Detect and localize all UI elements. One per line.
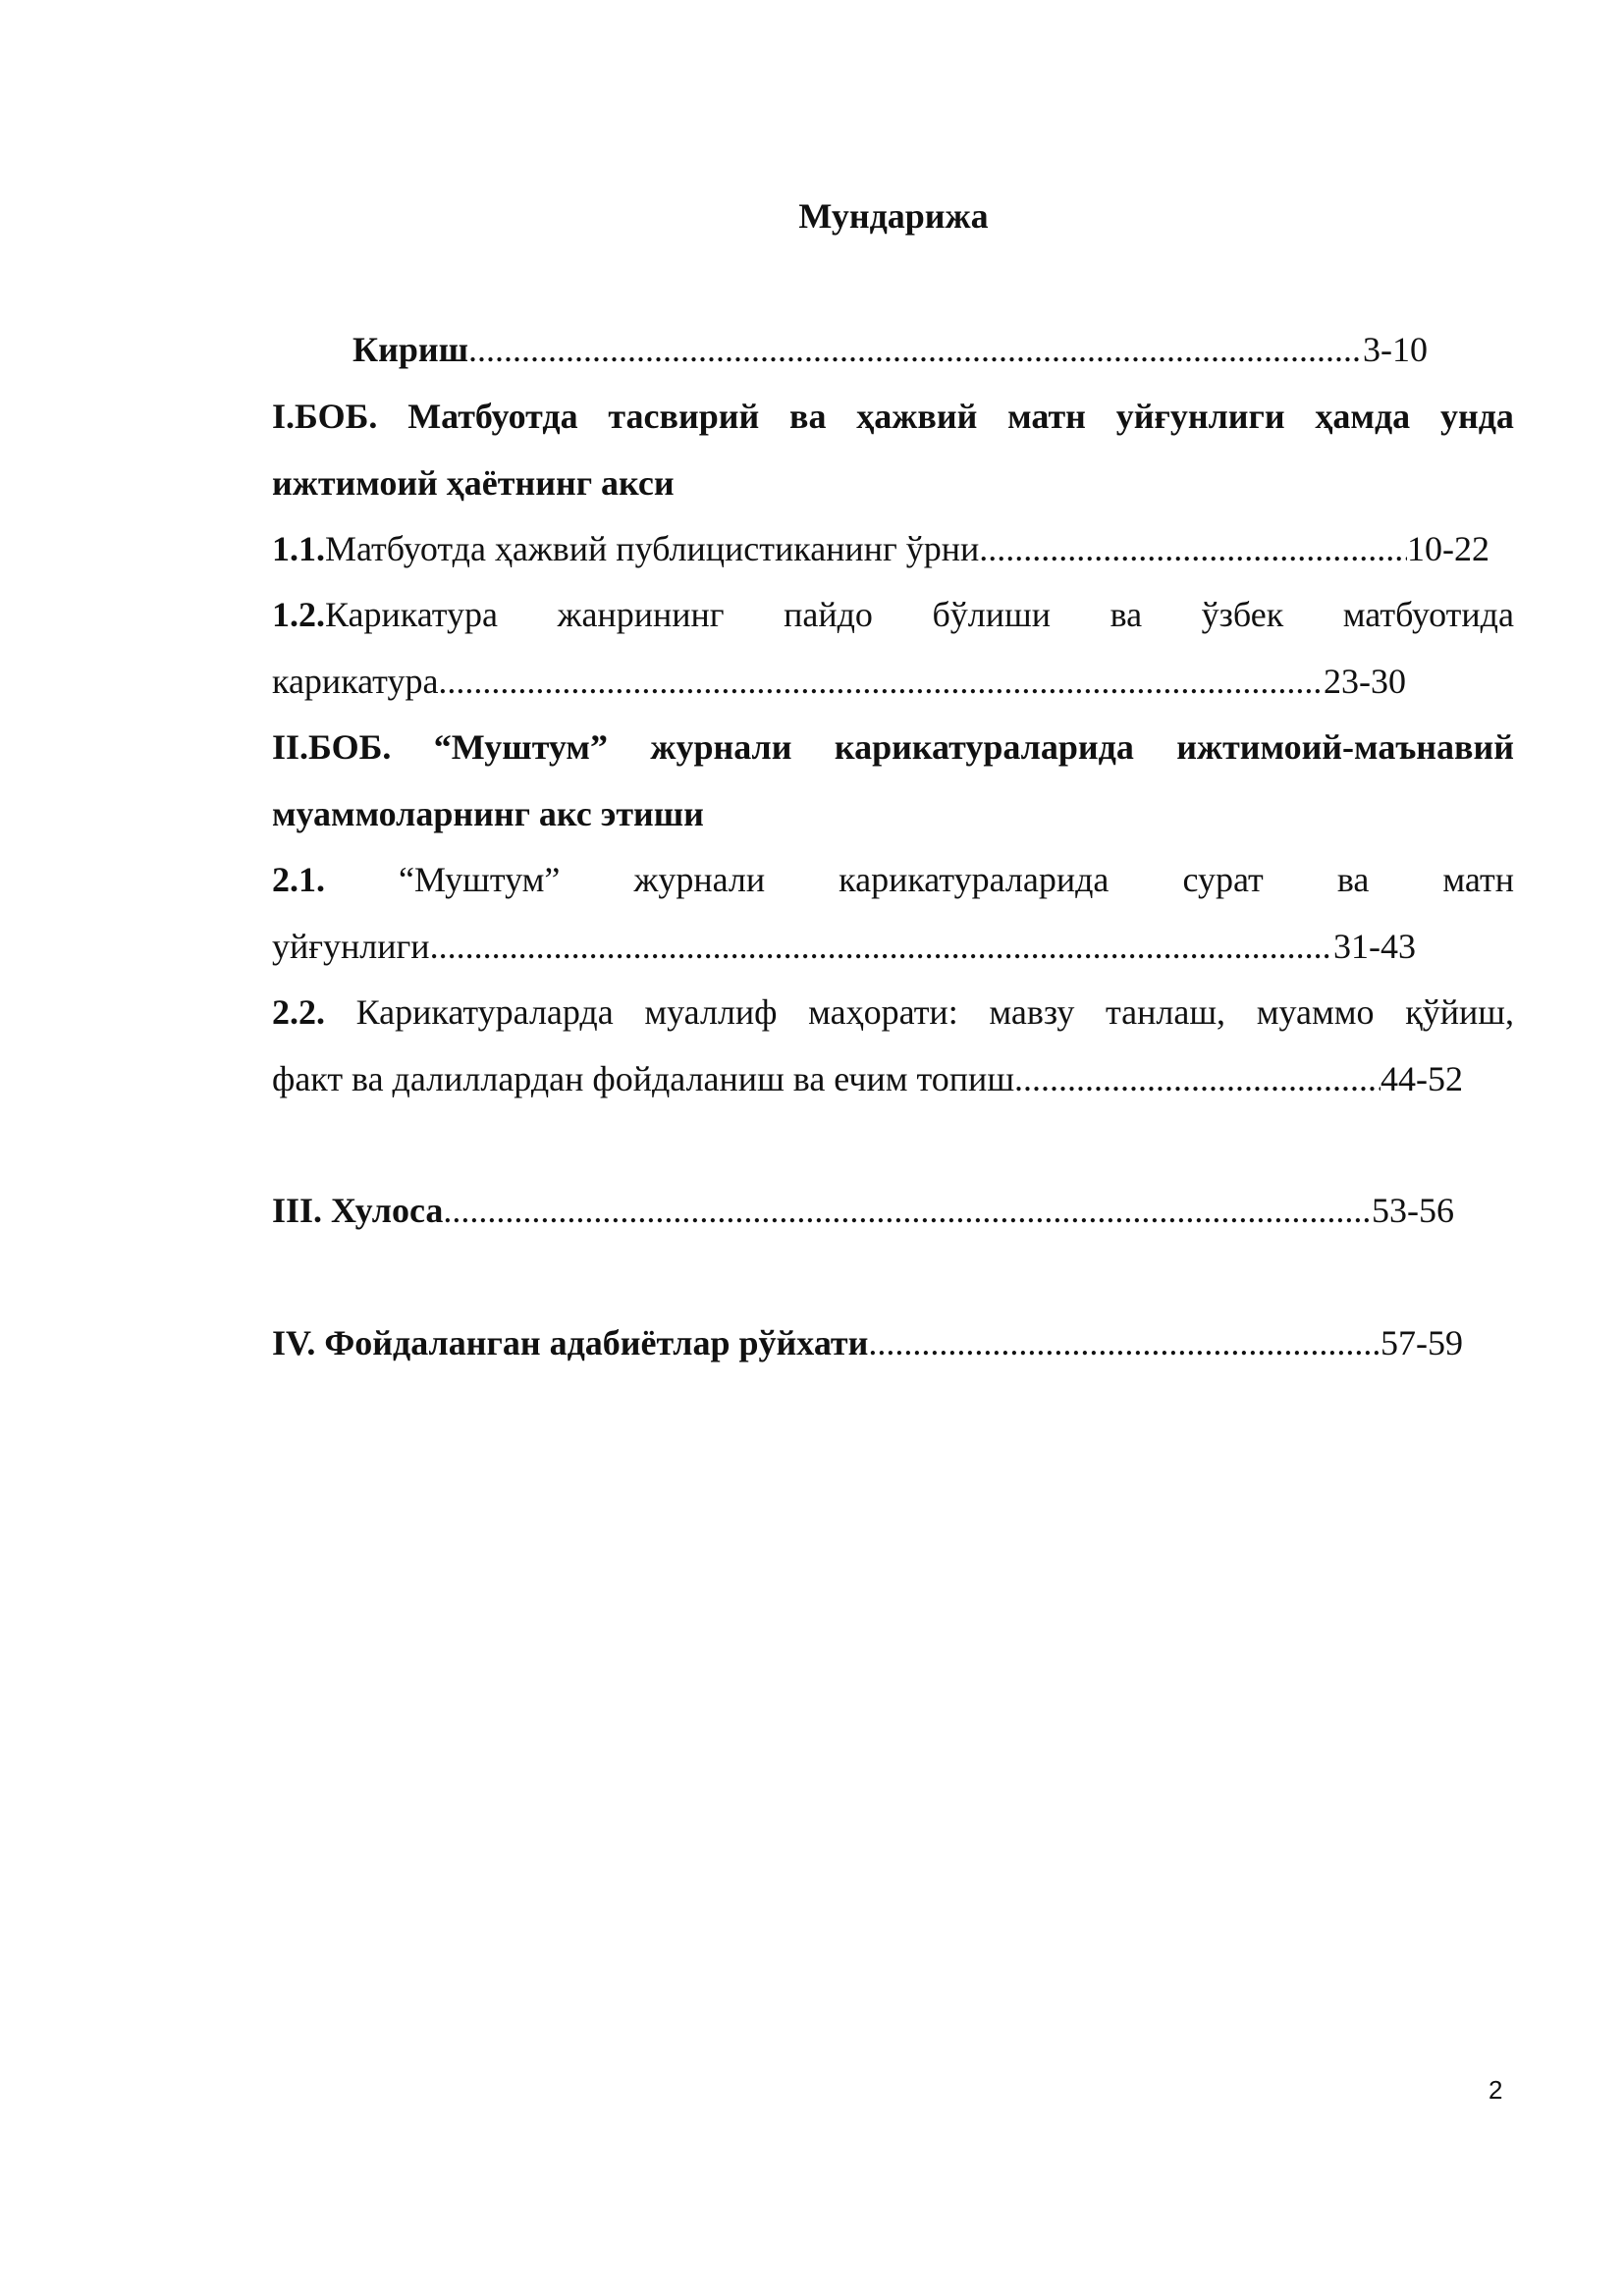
- toc-2-1-number: 2.1.: [272, 860, 325, 899]
- toc-1-2-number: 1.2.: [272, 595, 325, 634]
- word: мавзу: [989, 992, 1075, 1032]
- word: журнали: [650, 727, 792, 767]
- toc-1-1-pages: 10-22: [1407, 529, 1489, 568]
- toc-chapter2-heading-line2[interactable]: муаммоларнинг акс этиши: [272, 794, 704, 833]
- toc-leader-dots: [979, 523, 1407, 574]
- toc-entry-intro[interactable]: [352, 324, 1428, 375]
- word: Матбуотда: [407, 397, 578, 436]
- toc-leader-dots: [438, 656, 1324, 707]
- word: унда: [1439, 397, 1514, 436]
- toc-conclusion-pages: 53-56: [1372, 1191, 1454, 1230]
- word: ҳамда: [1315, 397, 1411, 436]
- word: ўзбек: [1201, 595, 1284, 634]
- toc-intro-pages: 3-10: [1363, 330, 1428, 369]
- toc-entry-2-2-line1[interactable]: [272, 987, 1514, 1038]
- toc-chapter2-heading-line1[interactable]: [272, 721, 1514, 773]
- word: тасвирий: [608, 397, 760, 436]
- word: пайдо: [784, 595, 873, 634]
- word: танлаш,: [1105, 992, 1226, 1032]
- word: жанрининг: [557, 595, 725, 634]
- word: ва: [1336, 860, 1370, 899]
- word: ва: [789, 397, 827, 436]
- word: карикатураларида: [834, 727, 1134, 767]
- word: Карикатура: [325, 595, 499, 634]
- toc-entry-references[interactable]: [272, 1317, 1463, 1368]
- toc-chapter1-heading-line2[interactable]: ижтимоий ҳаётнинг акси: [272, 463, 675, 503]
- word: ва: [1110, 595, 1143, 634]
- toc-entry-1-1[interactable]: [272, 523, 1489, 574]
- word: I.БОБ.: [272, 397, 378, 436]
- word: журнали: [633, 860, 766, 899]
- page-number: 2: [1489, 2075, 1503, 2105]
- toc-references-pages: 57-59: [1380, 1323, 1463, 1362]
- word: уйғунлиги: [1115, 397, 1285, 436]
- word: “Муштум”: [399, 860, 561, 899]
- toc-intro-label: Кириш: [352, 330, 469, 369]
- toc-conclusion-label: III. Хулоса: [272, 1191, 444, 1230]
- word: “Муштум”: [433, 727, 608, 767]
- word: матн: [1007, 397, 1086, 436]
- toc-1-1-title: Матбуотда ҳажвий публицистиканинг ўрни: [325, 529, 980, 568]
- word: Карикатураларда: [355, 992, 614, 1032]
- word: қўйиш,: [1405, 992, 1514, 1032]
- toc-1-2-line2: карикатура: [272, 662, 439, 701]
- toc-references-label: IV. Фойдаланган адабиётлар рўйхати: [272, 1323, 869, 1362]
- word: ижтимоий-маънавий: [1176, 727, 1514, 767]
- toc-1-1-number: 1.1.: [272, 529, 325, 568]
- toc-entry-1-2-line2[interactable]: [272, 656, 1406, 707]
- word: сурат: [1182, 860, 1264, 899]
- toc-entry-2-1-line2[interactable]: [272, 921, 1416, 972]
- word: матбуотида: [1342, 595, 1514, 634]
- toc-entry-2-1-line1[interactable]: [272, 854, 1514, 905]
- word: муаллиф: [644, 992, 778, 1032]
- word: матн: [1442, 860, 1514, 899]
- toc-leader-dots: [868, 1317, 1380, 1368]
- word: II.БОБ.: [272, 727, 392, 767]
- toc-leader-dots: [468, 324, 1363, 375]
- page-title: Мундарижа: [798, 196, 989, 236]
- toc-entry-conclusion[interactable]: [272, 1185, 1454, 1236]
- word: бўлиши: [932, 595, 1052, 634]
- word: маҳорати:: [808, 992, 958, 1032]
- toc-leader-dots: [443, 1185, 1372, 1236]
- toc-leader-dots: [1014, 1053, 1380, 1104]
- toc-2-1-line2: уйғунлиги: [272, 927, 430, 966]
- toc-chapter1-heading-line1[interactable]: [272, 391, 1514, 442]
- toc-entry-1-2-line1[interactable]: [272, 589, 1514, 640]
- word: карикатураларида: [839, 860, 1110, 899]
- toc-2-2-pages: 44-52: [1380, 1059, 1463, 1098]
- toc-2-2-number: 2.2.: [272, 992, 325, 1032]
- toc-2-1-pages: 31-43: [1333, 927, 1416, 966]
- toc-entry-2-2-line2[interactable]: [272, 1053, 1463, 1104]
- toc-leader-dots: [430, 921, 1333, 972]
- toc-2-2-line2: факт ва далиллардан фойдаланиш ва ечим топиш: [272, 1059, 1015, 1098]
- word: муаммо: [1256, 992, 1375, 1032]
- word: ҳажвий: [856, 397, 978, 436]
- toc-1-2-pages: 23-30: [1324, 662, 1406, 701]
